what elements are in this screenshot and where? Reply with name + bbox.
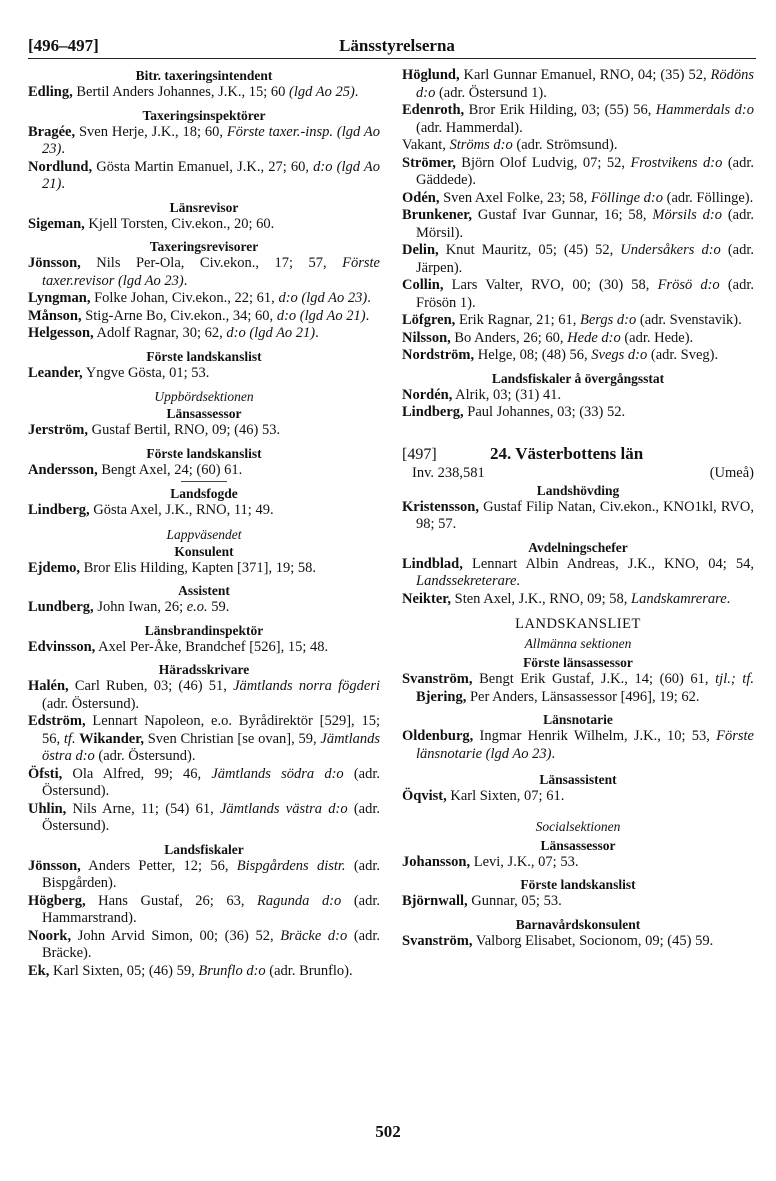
entry: Löfgren, Erik Ragnar, 21; 61, Bergs d:o (adr. Svenstavik). xyxy=(402,312,742,328)
subsection-heading: Allmänna sektionen xyxy=(524,636,632,651)
divider xyxy=(181,481,227,482)
inventory-count: Inv. 238,581 xyxy=(412,464,485,481)
entry: Odén, Sven Axel Folke, 23; 58, Föllinge d:o (adr. Föllinge). xyxy=(402,189,754,206)
inventory-row xyxy=(402,464,754,482)
entry: Lindblad, Lennart Albin Andreas, J.K., KNO, 04; 54, Landssekreterare. xyxy=(402,555,754,589)
entry: Oldenburg, Ingmar Henrik Wilhelm, J.K., 10; 53, Förste länsnotarie (lgd Ao 23). xyxy=(402,728,754,762)
entry: Edström, Lennart Napoleon, e.o. Byrådirektör [529], 15; 56, tf. Wikander, Sven Christian [se ovan], 59, Jämtlands östra d:o (adr. Östersund). xyxy=(28,713,380,764)
seat-location: (Umeå) xyxy=(709,464,754,481)
subsection-heading: Uppbördsektionen xyxy=(154,389,254,404)
entry: Leander, Yngve Gösta, 01; 53. xyxy=(28,364,210,381)
left-column xyxy=(28,65,380,980)
entry: Lindberg, Gösta Axel, J.K., RNO, 11; 49. xyxy=(28,502,274,518)
entry: Svanström, Bengt Erik Gustaf, J.K., 14; (60) 61, tjl.; tf. Bjering, Per Anders, Länsassessor [496], 19; 62. xyxy=(402,671,754,705)
section-heading: Länsassessor xyxy=(540,837,616,853)
entry: Björnwall, Gunnar, 05; 53. xyxy=(402,893,562,909)
entry: Lindberg, Paul Johannes, 03; (33) 52. xyxy=(402,404,626,420)
section-heading: Bitr. taxeringsintendent xyxy=(135,68,273,83)
entry: Öfsti, Ola Alfred, 99; 46, Jämtlands södra d:o (adr. Östersund). xyxy=(28,765,380,799)
entry: Neikter, Sten Axel, J.K., RNO, 09; 58, Landskamrerare. xyxy=(402,590,731,607)
section-heading: Barnavårdskonsulent xyxy=(515,916,641,932)
entry: Nordlund, Gösta Martin Emanuel, J.K., 27; 60, d:o (lgd Ao 21). xyxy=(28,158,380,192)
page-range: [496–497] xyxy=(28,36,99,55)
entry: Öqvist, Karl Sixten, 07; 61. xyxy=(402,788,565,804)
entry: Lundberg, John Iwan, 26; e.o. 59. xyxy=(28,599,230,615)
entry: Andersson, Bengt Axel, 24; (60) 61. xyxy=(28,461,243,478)
section-heading: Taxeringsinspektörer xyxy=(142,107,266,123)
section-heading: Länsassistent xyxy=(539,772,617,787)
department-number: [497] xyxy=(402,445,437,463)
entry: Kristensson, Gustaf Filip Natan, Civ.ekon., KNO1kl, RVO, 98; 57. xyxy=(402,498,754,532)
section-heading: Länsassessor xyxy=(166,406,242,421)
entry: Helgesson, Adolf Ragnar, 30; 62, d:o (lgd Ao 21). xyxy=(28,325,319,341)
entry: Månson, Stig-Arne Bo, Civ.ekon., 34; 60, d:o (lgd Ao 21). xyxy=(28,307,370,324)
entry: Brunkener, Gustaf Ivar Gunnar, 16; 58, Mörsils d:o (adr. Mörsil). xyxy=(402,207,754,241)
entry: Svanström, Valborg Elisabet, Socionom, 09; (45) 59. xyxy=(402,932,714,949)
section-heading: Häradsskrivare xyxy=(158,662,250,677)
page-number: 502 xyxy=(375,1122,401,1141)
right-column xyxy=(402,65,754,980)
entry: Jönsson, Nils Per-Ola, Civ.ekon., 17; 57, Förste taxer.revisor (lgd Ao 23). xyxy=(28,255,380,289)
section-heading: Förste länsassessor xyxy=(523,655,633,670)
section-heading: Länsrevisor xyxy=(169,199,239,215)
section-heading: Länsnotarie xyxy=(543,712,613,727)
department-title: 24. Västerbottens län xyxy=(490,443,644,463)
entry: Lyngman, Folke Johan, Civ.ekon., 22; 61, d:o (lgd Ao 23). xyxy=(28,290,371,306)
entry: Bragée, Sven Herje, J.K., 18; 60, Förste taxer.-insp. (lgd Ao 23). xyxy=(28,123,380,157)
entry: Nordström, Helge, 08; (48) 56, Svegs d:o (adr. Sveg). xyxy=(402,347,719,363)
entry: Nilsson, Bo Anders, 26; 60, Hede d:o (adr. Hede). xyxy=(402,329,694,346)
entry: Collin, Lars Valter, RVO, 00; (30) 58, Frösö d:o (adr. Frösön 1). xyxy=(402,277,754,311)
department-heading xyxy=(402,444,754,464)
section-heading: Landsfiskaler xyxy=(164,841,244,857)
columns xyxy=(28,65,756,980)
entry: Jerström, Gustaf Bertil, RNO, 09; (46) 53. xyxy=(28,422,281,438)
entry: Johansson, Levi, J.K., 07; 53. xyxy=(402,853,579,870)
page-header xyxy=(28,36,756,59)
section-heading: Förste landskanslist xyxy=(146,445,262,461)
entry: Edenroth, Bror Erik Hilding, 03; (55) 56, Hammerdals d:o (adr. Hammerdal). xyxy=(402,102,754,136)
section-heading: Landsfogde xyxy=(170,486,238,501)
section-heading: Landshövding xyxy=(536,482,620,498)
entry: Uhlin, Nils Arne, 11; (54) 61, Jämtlands västra d:o (adr. Östersund). xyxy=(28,800,380,834)
entry: Nordén, Alrik, 03; (31) 41. xyxy=(402,386,562,403)
entry: Halén, Carl Ruben, 03; (46) 51, Jämtlands norra fögderi (adr. Östersund). xyxy=(28,678,381,712)
entry: Delin, Knut Mauritz, 05; (45) 52, Undersåkers d:o (adr. Järpen). xyxy=(402,242,754,276)
entry: Edvinsson, Axel Per-Åke, Brandchef [526], 15; 48. xyxy=(28,638,329,655)
entry: Vakant, Ströms d:o (adr. Strömsund). xyxy=(402,137,618,153)
subsection-heading: Lappväsendet xyxy=(166,526,242,542)
subsection-heading: Socialsektionen xyxy=(535,818,621,834)
section-heading: Avdelningschefer xyxy=(528,539,628,555)
entry: Ejdemo, Bror Elis Hilding, Kapten [371], 19; 58. xyxy=(28,559,316,576)
entry: Edling, Bertil Anders Johannes, J.K., 15; 60 (lgd Ao 25). xyxy=(28,84,359,100)
section-heading: Taxeringsrevisorer xyxy=(149,239,259,254)
section-heading: Assistent xyxy=(178,583,230,598)
entry: Sigeman, Kjell Torsten, Civ.ekon., 20; 60. xyxy=(28,215,275,232)
entry: Höglund, Karl Gunnar Emanuel, RNO, 04; (35) 52, Rödöns d:o (adr. Östersund 1). xyxy=(402,67,754,101)
entry: Jönsson, Anders Petter, 12; 56, Bispgårdens distr. (adr. Bispgården). xyxy=(28,857,380,891)
entry: Ek, Karl Sixten, 05; (46) 59, Brunflo d:o (adr. Brunflo). xyxy=(28,962,353,979)
running-title: Länsstyrelserna xyxy=(339,36,455,55)
entry: Noork, John Arvid Simon, 00; (36) 52, Bräcke d:o (adr. Bräcke). xyxy=(28,927,381,961)
section-heading: Förste landskanslist xyxy=(520,877,636,892)
section-heading: Landsfiskaler å övergångsstat xyxy=(491,370,665,386)
entry: Högberg, Hans Gustaf, 26; 63, Ragunda d:o (adr. Hammarstrand). xyxy=(28,892,380,926)
section-heading: Förste landskanslist xyxy=(146,348,262,364)
entry: Strömer, Björn Olof Ludvig, 07; 52, Frostvikens d:o (adr. Gäddede). xyxy=(402,154,754,188)
office-heading: LANDSKANSLIET xyxy=(515,616,641,632)
section-heading: Konsulent xyxy=(174,543,234,559)
section-heading: Länsbrandinspektör xyxy=(144,622,264,638)
